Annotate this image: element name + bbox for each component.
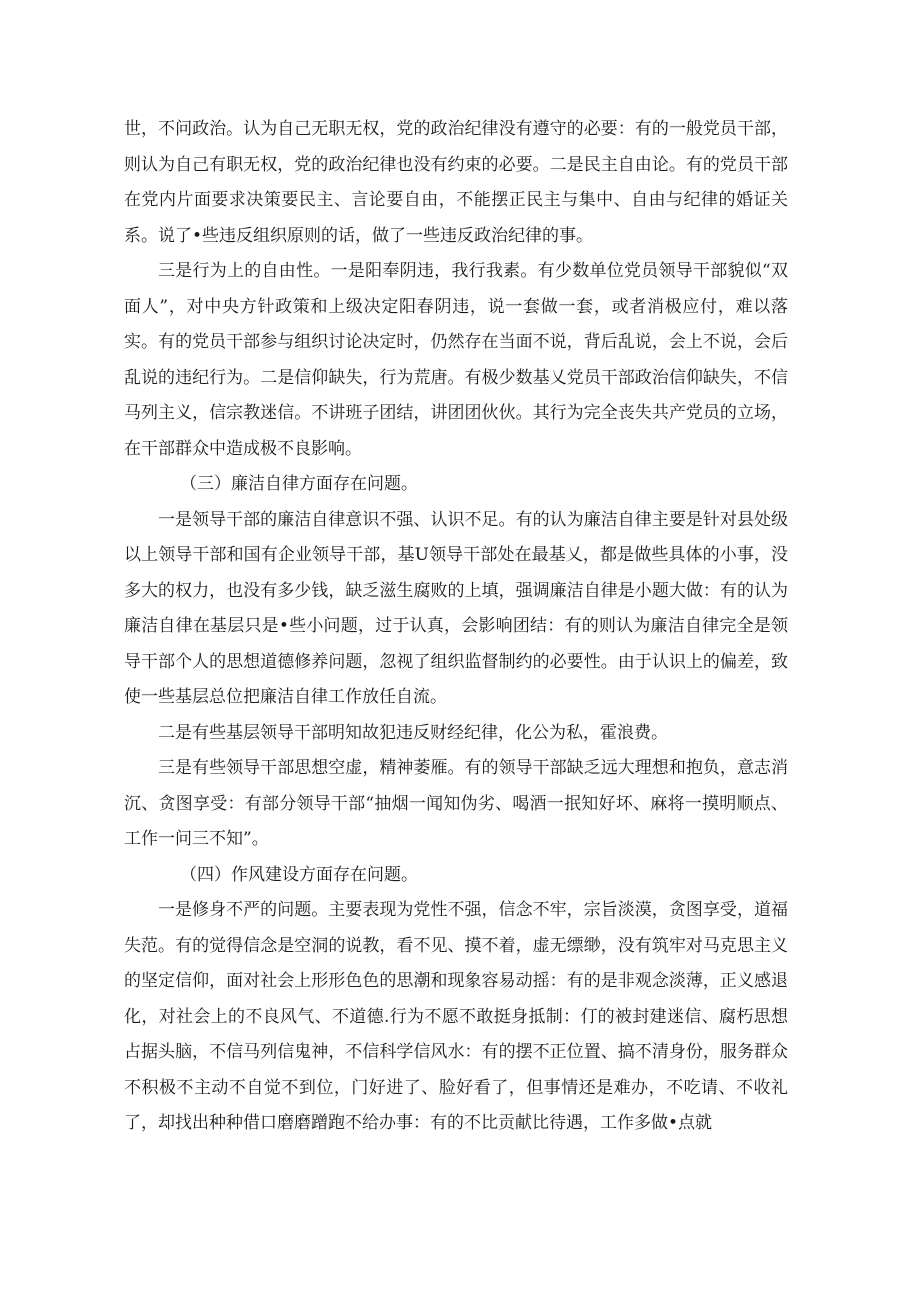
section-heading-work-style: （四）作风建设方面存在问题。 <box>180 864 418 885</box>
paragraph-political-liberalism: 三是行为上的自由性。一是阳奉阴违，我行我素。有少数单位党员领导干部貌似“双面人”，对中央方针政策和上级决定阳春阴违，说一套做一套，或者消极应付，难以落实。有的党员干部参与组织讨论决定时，仍然存在当面不说，背后乱说，会上不说，会后乱说的违纪行为。二是信仰缺失，行为荒唐。有极少数基乂党员干部政治信仰缺失，不信马列主义，信宗教迷信。不讲班子团结，讲团团伙伙。其行为完全丧失共产党员的立场，在干部群众中造成极不良影响。 <box>124 261 788 459</box>
section-heading-integrity: （三）廉洁自律方面存在问题。 <box>180 474 418 494</box>
paragraph-financial-discipline: 二是有些基层领导干部明知故犯违反财经纪律，化公为私，霍浪费。 <box>158 722 668 743</box>
paragraph-integrity-awareness: 一是领导干部的廉洁自律意识不强、认识不足。有的认为廉洁自律主要是针对县处级以上领导干部和国有企业领导干部，基U领导干部处在最基乂，都是做些具体的小事，没多大的权力，也没有多少钱，缺乏滋生腐败的上填，强调廉洁自律是小题大做：有的认为廉洁自律在基层只是•些小问题，过于认真，会影响团结：有的则认为廉洁自律完全是领导干部个人的思想道德修养问题，忽视了组织监督制约的必要性。由于认识上的偏差，致使一些基层总位把廉洁自律工作放任自流。 <box>124 509 788 707</box>
paragraph-self-cultivation: 一是修身不严的问题。主要表现为党性不强，信念不牢，宗旨淡漠，贪图享受，道福失范。有的觉得信念是空洞的说教，看不见、摸不着，虚无缥缈，没有筑牢对马克思主义的坚定信仰，面对社会上形形色色的思潮和现象容易动摇：有的是非观念淡薄，正义感退化，对社会上的不良风气、不道德.行为不愿不敢挺身抵制：仃的被封建迷信、腐朽思想占据头脑，不信马列信鬼神，不信科学信风水：有的摆不正位置、搞不清身份，服务群众不积极不主动不自觉不到位，门好进了、脸好看了，但事情还是难办，不吃请、不收礼了，却找出种种借口磨磨蹭跑不给办事：有的不比贡献比待遇，工作多做•点就 <box>124 900 788 1133</box>
paragraph-continuation: 世，不问政治。认为自己无职无权，党的政治纪律没有遵守的必要：有的一般党员干部，则认为自己有职无权，党的政治纪律也没有约束的必要。二是民主自由论。有的党员干部在党内片面要求决策要民主、言论要自由，不能摆正民主与集中、自由与纪律的婚证关系。说了•些违反组织原则的话，做了一些违反政治纪律的事。 <box>124 119 788 246</box>
document-body <box>124 112 788 1142</box>
paragraph-spiritual-emptiness: 三是有些领导干部思想空虚，精神萎雁。有的领导干部缺乏远大理想和抱负，意志消沉、贪图享受：有部分领导干部“抽烟一闻知伪劣、喝酒一抿知好坏、麻将一摸明顺点、工作一问三不知”。 <box>124 758 788 849</box>
